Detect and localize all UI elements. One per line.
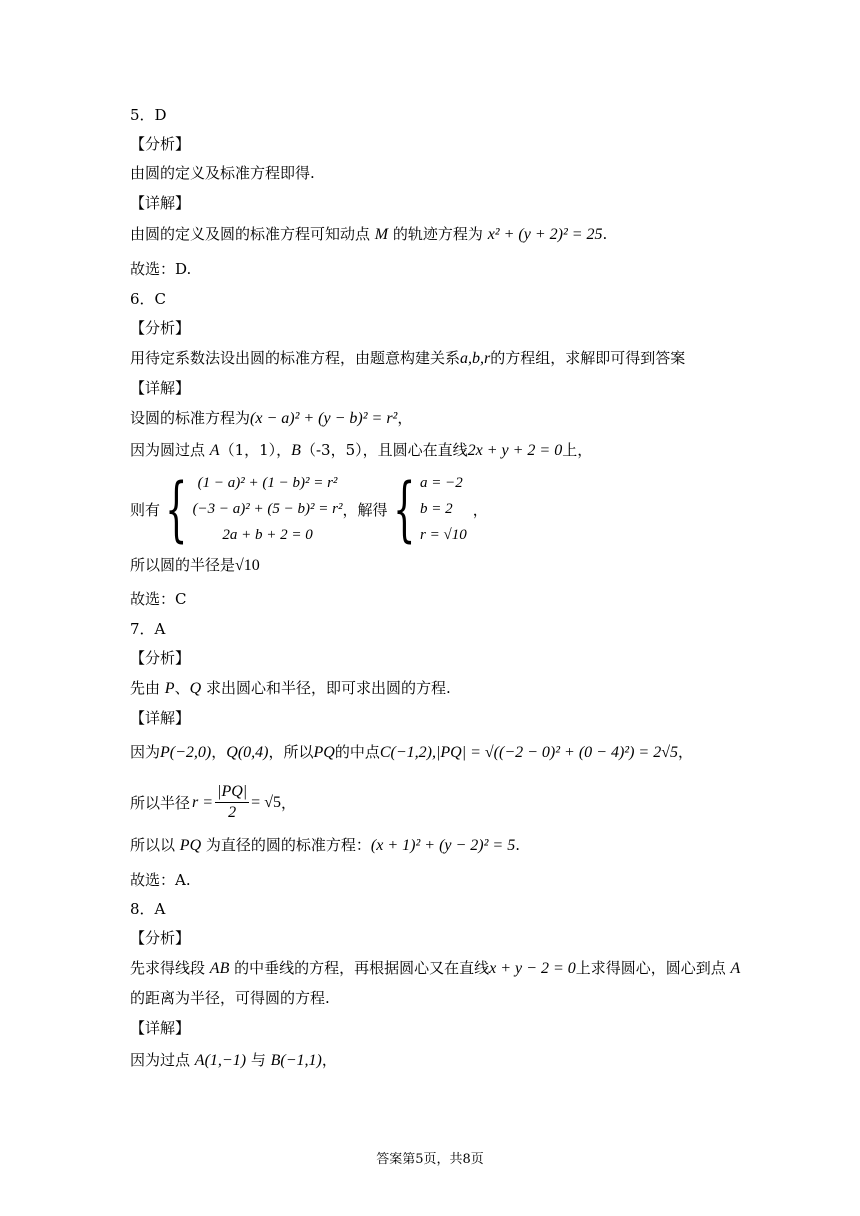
text: 因为过点 <box>130 1051 191 1069</box>
equation-system-2 <box>420 470 467 548</box>
text: 用待定系数法设出圆的标准方程，由题意构建关系 <box>130 349 461 367</box>
text: 先由 <box>130 679 161 697</box>
text: . <box>602 225 608 243</box>
text: 设圆的标准方程为 <box>130 409 251 427</box>
q7-detail-tag: 【详解】 <box>130 709 191 727</box>
left-brace-icon: { <box>165 468 188 550</box>
equation: (1 − a)² + (1 − b)² = r² <box>197 475 338 491</box>
q8-analysis-line1 <box>130 958 740 979</box>
point-p: P(−2,0) <box>160 744 212 761</box>
equation: r = √10 <box>420 527 467 543</box>
q5-detail-tag: 【详解】 <box>130 194 191 212</box>
text: 所以圆的半径是 <box>130 556 236 574</box>
q8-analysis-tag: 【分析】 <box>130 929 191 947</box>
q6-radius-line <box>130 555 260 576</box>
vars: a,b,r <box>460 350 491 367</box>
q8-heading: 8．A <box>130 900 166 918</box>
point-a: A(1,−1) <box>194 1052 247 1069</box>
result: = √5 <box>251 793 281 811</box>
q7-heading: 7．A <box>130 620 166 638</box>
equation: (−3 − a)² + (5 − b)² = r² <box>192 501 343 517</box>
q7-detail-line1 <box>130 742 693 763</box>
line-equation: x + y − 2 = 0 <box>489 960 576 977</box>
text: 所以半径 <box>130 793 191 812</box>
point-b: B <box>291 442 301 459</box>
q6-heading: 6．C <box>130 290 167 308</box>
text: 则有 <box>130 500 161 519</box>
page-footer: 答案第5页，共8页 <box>376 1152 484 1167</box>
fraction <box>215 782 249 823</box>
point-a: A <box>209 442 220 459</box>
q6-choose: 故选：C <box>130 590 187 608</box>
q6-analysis-tag: 【分析】 <box>130 319 191 337</box>
q8-analysis-line2: 的距离为半径，可得圆的方程. <box>130 989 330 1007</box>
q5-choose: 故选：D. <box>130 260 192 278</box>
q8-detail-tag: 【详解】 <box>130 1019 191 1037</box>
q7-detail-line2 <box>130 782 296 823</box>
point-q: Q <box>189 680 202 697</box>
equation-system-1 <box>193 470 343 548</box>
text: 的中点 <box>334 743 380 761</box>
var-r: r = <box>192 793 214 811</box>
text: 上， <box>562 441 593 459</box>
equation: x² + (y + 2)² = 25 <box>487 226 603 243</box>
equation: a = −2 <box>420 475 463 491</box>
text: 因为 <box>130 743 161 761</box>
text: （1，1）， <box>219 441 292 459</box>
text: 所以以 <box>130 836 176 854</box>
text: ，所以 <box>268 743 314 761</box>
text: ， <box>280 793 296 812</box>
point-p: P <box>164 680 175 697</box>
equation: (x + 1)² + (y − 2)² = 5 <box>370 837 516 854</box>
segment-pq: PQ <box>179 837 202 854</box>
text: ， <box>472 500 488 519</box>
q6-detail-tag: 【详解】 <box>130 379 191 397</box>
q5-heading: 5．D <box>130 106 167 124</box>
q7-analysis-text <box>130 678 451 699</box>
equation: (x − a)² + (y − b)² = r² <box>250 410 398 427</box>
q6-analysis-text <box>130 348 685 369</box>
text: （-3，5），且圆心在直线 <box>300 441 468 459</box>
q8-detail-line1 <box>130 1050 337 1071</box>
q7-analysis-tag: 【分析】 <box>130 649 191 667</box>
radius-value: √10 <box>235 557 260 574</box>
point-a: A <box>730 960 741 977</box>
q5-analysis-tag: 【分析】 <box>130 135 191 153</box>
text: 因为圆过点 <box>130 441 206 459</box>
distance-equation: ,|PQ| = √((−2 − 0)² + (0 − 4)²) = 2√5 <box>431 744 678 761</box>
text: ， <box>397 409 413 427</box>
q6-detail-line2 <box>130 440 592 461</box>
text: 求出圆心和半径，即可求出圆的方程. <box>205 679 451 697</box>
text: ， <box>678 743 694 761</box>
q7-choose: 故选：A. <box>130 871 191 889</box>
text: ， <box>321 1051 337 1069</box>
text: ， <box>211 743 227 761</box>
text: 上求得圆心，圆心到点 <box>575 959 726 977</box>
q6-detail-line1 <box>130 408 412 429</box>
var-m: M <box>374 226 389 243</box>
equation: 2a + b + 2 = 0 <box>222 527 313 543</box>
equation: 2x + y + 2 = 0 <box>467 442 563 459</box>
numerator: |PQ| <box>215 782 249 803</box>
text: 先求得线段 <box>130 959 206 977</box>
denominator: 2 <box>228 804 237 821</box>
text: . <box>515 836 520 854</box>
point-c: C(−1,2) <box>379 744 432 761</box>
text: 由圆的定义及圆的标准方程可知动点 <box>130 225 371 243</box>
text: 的方程组，求解即可得到答案 <box>490 349 686 367</box>
text: 为直径的圆的标准方程： <box>205 836 371 854</box>
q7-detail-line3 <box>130 835 520 856</box>
equation: b = 2 <box>420 501 453 517</box>
point-q: Q(0,4) <box>226 744 269 761</box>
q6-system <box>130 470 488 548</box>
segment-pq: PQ <box>313 744 335 761</box>
left-brace-icon: { <box>392 468 415 550</box>
text: 的轨迹方程为 <box>392 225 483 243</box>
point-b: B(−1,1) <box>270 1052 322 1069</box>
text: 、 <box>174 679 190 697</box>
q5-analysis-text: 由圆的定义及标准方程即得. <box>130 164 315 182</box>
text: 的中垂线的方程，再根据圆心又在直线 <box>234 959 490 977</box>
segment-ab: AB <box>209 960 230 977</box>
text: ，解得 <box>342 500 388 519</box>
q5-detail-line <box>130 224 607 245</box>
text: 与 <box>250 1051 266 1069</box>
